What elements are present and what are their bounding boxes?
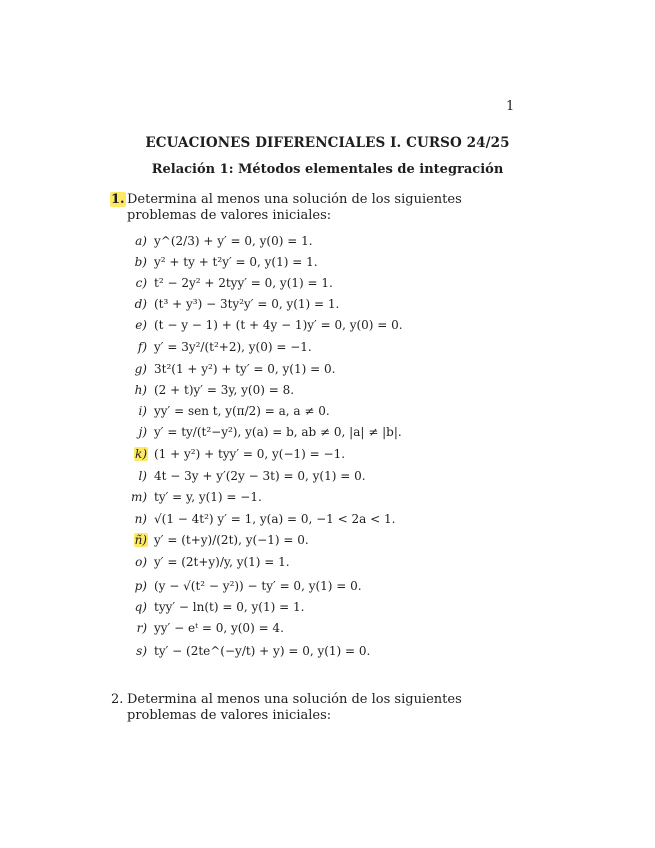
item-equation: y² + ty + t²y′ = 0, y(1) = 1. bbox=[154, 255, 318, 269]
item-equation: y′ = (2t+y)/y, y(1) = 1. bbox=[154, 555, 290, 569]
item-equation: ty′ = y, y(1) = −1. bbox=[154, 490, 262, 504]
item-a bbox=[118, 234, 478, 254]
item-label: b) bbox=[134, 255, 147, 269]
item-equation: √(1 − 4t²) y′ = 1, y(a) = 0, −1 < 2a < 1. bbox=[154, 512, 396, 526]
item-m bbox=[118, 490, 478, 510]
item-equation: t² − 2y² + 2tyy′ = 0, y(1) = 1. bbox=[154, 276, 333, 290]
item-q bbox=[118, 600, 478, 620]
item-equation: (y − √(t² − y²)) − ty′ = 0, y(1) = 0. bbox=[154, 579, 362, 593]
item-label: a) bbox=[135, 234, 147, 248]
item-f bbox=[118, 340, 478, 360]
item-label: k) bbox=[135, 447, 147, 461]
item-label: d) bbox=[134, 297, 147, 311]
item-h bbox=[118, 383, 478, 403]
item-enye bbox=[118, 533, 478, 553]
item-label: n) bbox=[134, 512, 147, 526]
item-label: g) bbox=[134, 362, 147, 376]
item-equation: ty′ − (2te^(−y/t) + y) = 0, y(1) = 0. bbox=[154, 644, 371, 658]
item-k bbox=[118, 447, 478, 467]
exercise-1-number: 1. bbox=[111, 192, 125, 207]
item-label: f) bbox=[137, 340, 147, 354]
item-label: q) bbox=[134, 600, 147, 614]
item-label: ñ) bbox=[134, 533, 147, 547]
item-label: s) bbox=[136, 644, 147, 658]
item-p bbox=[118, 579, 478, 599]
item-equation: y′ = ty/(t²−y²), y(a) = b, ab ≠ 0, |a| ≠ |b|. bbox=[154, 425, 402, 439]
item-label: o) bbox=[135, 555, 147, 569]
item-equation: (t³ + y³) − 3ty²y′ = 0, y(1) = 1. bbox=[154, 297, 340, 311]
item-s bbox=[118, 644, 478, 664]
item-equation: yy′ = sen t, y(π/2) = a, a ≠ 0. bbox=[154, 404, 330, 418]
document-subtitle: Relación 1: Métodos elementales de integración bbox=[151, 162, 504, 177]
item-r bbox=[118, 621, 478, 641]
item-i bbox=[118, 404, 478, 424]
item-label: c) bbox=[135, 276, 147, 290]
item-label: m) bbox=[130, 490, 147, 504]
item-equation: (2 + t)y′ = 3y, y(0) = 8. bbox=[154, 383, 295, 397]
item-g bbox=[118, 362, 478, 382]
item-equation: tyy′ − ln(t) = 0, y(1) = 1. bbox=[154, 600, 305, 614]
item-e bbox=[118, 318, 478, 338]
item-label: r) bbox=[136, 621, 147, 635]
exercise-2-number: 2. bbox=[111, 692, 124, 707]
item-label: p) bbox=[134, 579, 147, 593]
item-equation: y^(2/3) + y′ = 0, y(0) = 1. bbox=[154, 234, 313, 248]
item-j bbox=[118, 425, 478, 445]
item-label: i) bbox=[138, 404, 147, 418]
exercise-1-statement: Determina al menos una solución de los siguientes problemas de valores iniciales: bbox=[127, 192, 462, 223]
document-title: ECUACIONES DIFERENCIALES I. CURSO 24/25 bbox=[145, 135, 510, 151]
exercise-2-statement: Determina al menos una solución de los siguientes problemas de valores iniciales: bbox=[127, 692, 462, 723]
item-equation: 4t − 3y + y′(2y − 3t) = 0, y(1) = 0. bbox=[154, 469, 366, 483]
item-equation: (t − y − 1) + (t + 4y − 1)y′ = 0, y(0) = 0. bbox=[154, 318, 403, 332]
item-label: e) bbox=[135, 318, 147, 332]
item-label: h) bbox=[134, 383, 147, 397]
item-label: l) bbox=[138, 469, 147, 483]
item-equation: y′ = 3y²/(t²+2), y(0) = −1. bbox=[154, 340, 312, 354]
item-equation: 3t²(1 + y²) + ty′ = 0, y(1) = 0. bbox=[154, 362, 336, 376]
item-equation: y′ = (t+y)/(2t), y(−1) = 0. bbox=[154, 533, 309, 547]
item-c bbox=[118, 276, 478, 296]
item-b bbox=[118, 255, 478, 275]
item-equation: (1 + y²) + tyy′ = 0, y(−1) = −1. bbox=[154, 447, 346, 461]
item-n bbox=[118, 512, 478, 532]
item-label: j) bbox=[138, 425, 147, 439]
item-o bbox=[118, 555, 478, 575]
item-d bbox=[118, 297, 478, 317]
item-equation: yy′ − eᵗ = 0, y(0) = 4. bbox=[154, 621, 284, 635]
item-l bbox=[118, 469, 478, 489]
page-number: 1 bbox=[506, 99, 515, 114]
